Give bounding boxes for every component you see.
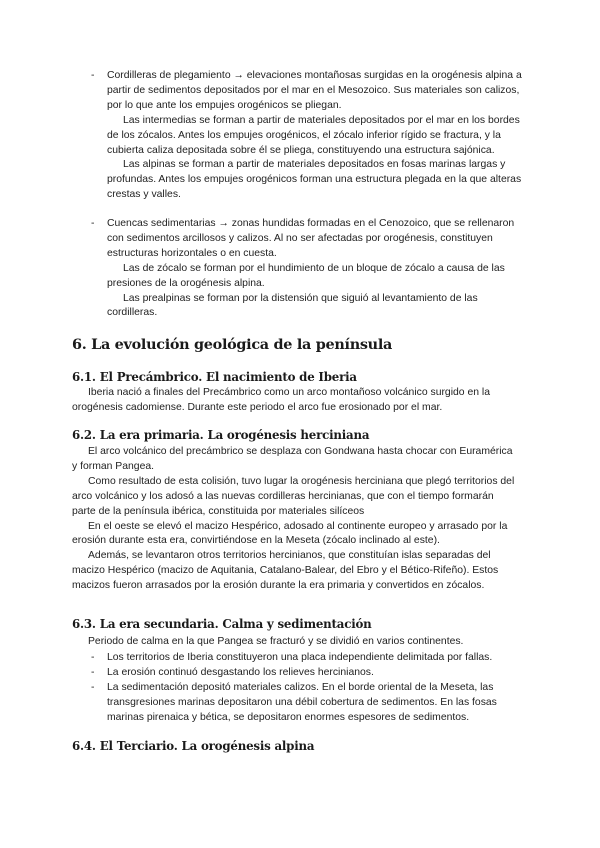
paragraph: Las de zócalo se forman por el hundimiento de un bloque de zócalo a causa de las presiones de la orogénesis alpina. xyxy=(107,262,505,289)
list-bullet: - xyxy=(91,682,95,693)
paragraph: Además, se levantaron otros territorios hercinianos, que constituían islas separadas del macizo Hespérico (macizo de Aquitania, Catalano-Balear, del Ebro y el Bético-Rifeño). Estos macizos fueron arrasados por la erosión durante la era primaria y convertidos en zócalos. xyxy=(72,550,499,592)
list-item xyxy=(107,666,525,681)
paragraph: Las prealpinas se forman por la distensión que siguió al levantamiento de las cordilleras. xyxy=(107,292,478,319)
paragraph: Las alpinas se forman a partir de materiales depositados en fosas marinas largas y profundas. Antes los empujes orogénicos forman una estructura plegada en la que alteras crestas y valles. xyxy=(107,159,522,201)
list-bullet: - xyxy=(91,70,95,81)
section-heading-6: 6. La evolución geológica de la península xyxy=(72,336,393,353)
list-item-text: La sedimentación depositó materiales calizos. En el borde oriental de la Meseta, las transgresiones marinas depositaron una débil cobertura de sedimentos. En las fosas marinas pirenaica y bética, se depositaron enormes espesores de sedimentos. xyxy=(107,682,497,723)
list-item-text: La erosión continuó desgastando los relieves hercinianos. xyxy=(107,667,374,678)
list-item-text: Los territorios de Iberia constituyeron una placa independiente delimitada por fallas. xyxy=(107,652,493,663)
subsection-heading-6-3: 6.3. La era secundaria. Calma y sedimentación xyxy=(72,617,372,631)
subsection-heading-6-1: 6.1. El Precámbrico. El nacimiento de Iberia xyxy=(72,370,357,384)
paragraph: Periodo de calma en la que Pangea se fracturó y se dividió en varios continentes. xyxy=(88,636,464,647)
list-item xyxy=(107,681,525,726)
subsection-heading-6-2: 6.2. La era primaria. La orogénesis herciniana xyxy=(72,428,370,442)
section-body-6-1 xyxy=(72,386,520,416)
list-item-cordilleras xyxy=(107,69,525,203)
section-body-6-2 xyxy=(72,445,520,594)
list-item-text: Cordilleras de plegamiento → elevaciones montañosas surgidas en la orogénesis alpina a partir de sedimentos depositados por el mar en el Mesozoico. Sus materiales son calizos, por lo que ante los empujes orogénicos se pliegan. xyxy=(107,70,522,111)
list-bullet: - xyxy=(91,218,95,229)
paragraph: Iberia nació a finales del Precámbrico como un arco montañoso volcánico surgido en la orogénesis cadomiense. Durante este periodo el arco fue erosionado por el mar. xyxy=(72,387,490,413)
list-bullet: - xyxy=(91,667,95,678)
list-bullet: - xyxy=(91,652,95,663)
paragraph: En el oeste se elevó el macizo Hespérico, adosado al continente europeo y arrasado por la erosión durante esta era, convirtiéndose en la Meseta (zócalo inclinado al este). xyxy=(72,520,508,547)
paragraph: Como resultado de esta colisión, tuvo lugar la orogénesis herciniana que plegó territorios del arco volcánico y los adosó a las nuevas cordilleras hercinianas, que con el tiempo formarán parte de la península ibérica, constituida por materiales silíceos xyxy=(72,475,515,517)
paragraph: Las intermedias se forman a partir de materiales depositados por el mar en los bordes de los zócalos. Antes los empujes orogénicos, el zócalo inferior rígido se fractura, y la cubierta caliza depositada sobre él se pliega, constituyendo una estructura sajónica. xyxy=(107,114,520,156)
subsection-heading-6-4: 6.4. El Terciario. La orogénesis alpina xyxy=(72,739,315,753)
list-item-text: Cuencas sedimentarias → zonas hundidas formadas en el Cenozoico, que se rellenaron con sedimentos arcillosos y calizos. Al no ser afectadas por orogénesis, constituyen estructuras horizontales o en cuesta. xyxy=(107,218,515,259)
list-item xyxy=(107,651,525,666)
paragraph: El arco volcánico del precámbrico se desplaza con Gondwana hasta chocar con Euramérica y forman Pangea. xyxy=(72,446,513,472)
section-intro-6-3 xyxy=(72,635,520,650)
list-item-cuencas xyxy=(107,217,525,321)
